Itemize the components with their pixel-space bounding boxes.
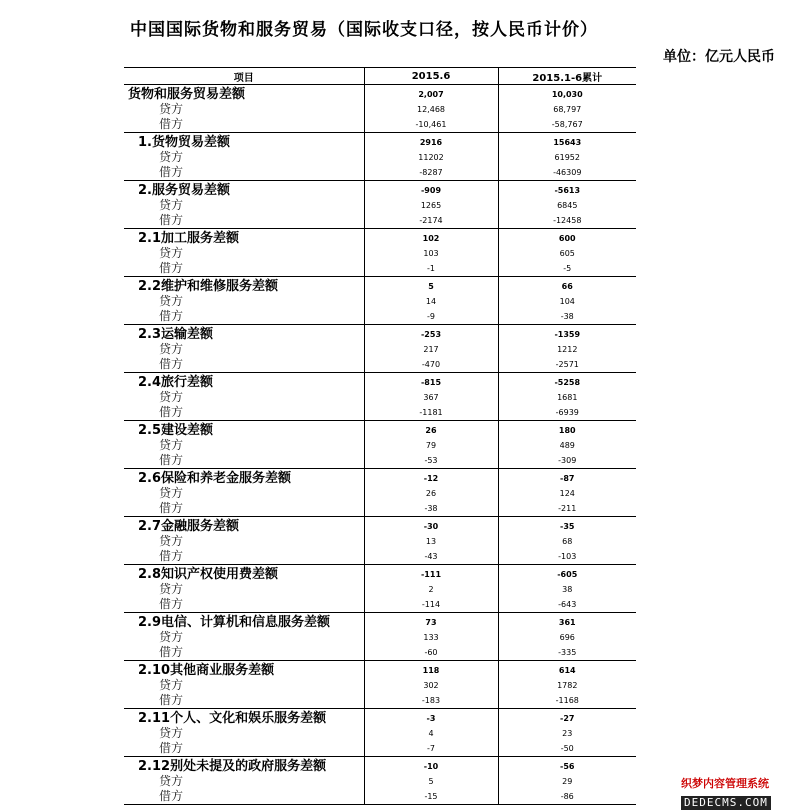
debit-label: 借方 <box>124 213 364 229</box>
value-cumulative: -1168 <box>498 693 636 709</box>
balance-row <box>124 565 636 583</box>
value-cumulative: 38 <box>498 582 636 597</box>
value-cumulative: 489 <box>498 438 636 453</box>
credit-label: 贷方 <box>159 102 184 116</box>
debit-label: 借方 <box>124 405 364 421</box>
debit-label: 借方 <box>124 741 364 757</box>
section-label: 2.5建设差额 <box>124 421 364 439</box>
section-label: 2.4旅行差额 <box>124 373 364 391</box>
balance-row <box>124 133 636 151</box>
value-cumulative: -6939 <box>498 405 636 421</box>
credit-row <box>124 630 636 645</box>
value-month: -38 <box>364 501 498 517</box>
debit-row <box>124 501 636 517</box>
table-section <box>124 421 636 469</box>
header-month: 2015.6 <box>364 68 498 85</box>
value-month: -9 <box>364 309 498 325</box>
unit-label: 单位：亿元人民币 <box>663 49 775 65</box>
value-cumulative: -87 <box>498 469 636 487</box>
value-cumulative: 600 <box>498 229 636 247</box>
debit-row <box>124 645 636 661</box>
value-month: -60 <box>364 645 498 661</box>
table-section <box>124 85 636 133</box>
value-month: -1 <box>364 261 498 277</box>
value-month: 102 <box>364 229 498 247</box>
credit-row <box>124 150 636 165</box>
credit-row <box>124 438 636 453</box>
value-month: 2,007 <box>364 85 498 103</box>
value-month: -53 <box>364 453 498 469</box>
value-cumulative: -27 <box>498 709 636 727</box>
credit-row <box>124 198 636 213</box>
credit-label: 贷方 <box>159 150 184 164</box>
value-month: 73 <box>364 613 498 631</box>
table-section <box>124 517 636 565</box>
value-month: -10,461 <box>364 117 498 133</box>
value-cumulative: -2571 <box>498 357 636 373</box>
value-cumulative: 68 <box>498 534 636 549</box>
balance-row <box>124 181 636 199</box>
credit-row <box>124 678 636 693</box>
table-section <box>124 373 636 421</box>
table-section <box>124 709 636 757</box>
balance-row <box>124 613 636 631</box>
debit-label: 借方 <box>124 693 364 709</box>
value-cumulative: -5 <box>498 261 636 277</box>
debit-row <box>124 789 636 805</box>
value-cumulative: -1359 <box>498 325 636 343</box>
trade-table <box>124 67 636 805</box>
value-cumulative: -86 <box>498 789 636 805</box>
credit-label: 贷方 <box>159 678 184 692</box>
value-month: 2916 <box>364 133 498 151</box>
value-cumulative: -335 <box>498 645 636 661</box>
watermark-text: 织梦内容管理系统 <box>681 777 769 790</box>
value-month: 133 <box>364 630 498 645</box>
value-cumulative: -643 <box>498 597 636 613</box>
value-month: 79 <box>364 438 498 453</box>
value-cumulative: -46309 <box>498 165 636 181</box>
value-month: -8287 <box>364 165 498 181</box>
debit-row <box>124 405 636 421</box>
debit-row <box>124 261 636 277</box>
debit-label: 借方 <box>124 453 364 469</box>
value-month: 4 <box>364 726 498 741</box>
debit-label: 借方 <box>124 549 364 565</box>
credit-row <box>124 246 636 261</box>
value-month: 26 <box>364 486 498 501</box>
section-label: 2.服务贸易差额 <box>124 181 364 199</box>
debit-label: 借方 <box>124 309 364 325</box>
value-cumulative: 1782 <box>498 678 636 693</box>
table-section <box>124 181 636 229</box>
value-month: -15 <box>364 789 498 805</box>
section-label: 1.货物贸易差额 <box>124 133 364 151</box>
value-month: 26 <box>364 421 498 439</box>
credit-row <box>124 534 636 549</box>
value-cumulative: 1681 <box>498 390 636 405</box>
credit-label: 贷方 <box>159 486 184 500</box>
credit-label: 贷方 <box>159 294 184 308</box>
value-cumulative: 361 <box>498 613 636 631</box>
table-section <box>124 277 636 325</box>
value-cumulative: -211 <box>498 501 636 517</box>
section-label: 2.3运输差额 <box>124 325 364 343</box>
value-cumulative: -50 <box>498 741 636 757</box>
value-cumulative: 15643 <box>498 133 636 151</box>
debit-row <box>124 453 636 469</box>
value-cumulative: 66 <box>498 277 636 295</box>
debit-row <box>124 693 636 709</box>
credit-label: 贷方 <box>159 726 184 740</box>
value-cumulative: 61952 <box>498 150 636 165</box>
table-header-row <box>124 68 636 85</box>
credit-label: 贷方 <box>159 198 184 212</box>
value-month: 103 <box>364 246 498 261</box>
section-label: 2.12别处未提及的政府服务差额 <box>124 757 364 775</box>
value-cumulative: -5613 <box>498 181 636 199</box>
page-title: 中国国际货物和服务贸易（国际收支口径，按人民币计价） <box>130 20 598 40</box>
table-section <box>124 325 636 373</box>
value-month: -183 <box>364 693 498 709</box>
value-month: -3 <box>364 709 498 727</box>
credit-row <box>124 342 636 357</box>
debit-row <box>124 597 636 613</box>
value-month: -1181 <box>364 405 498 421</box>
value-month: -470 <box>364 357 498 373</box>
debit-label: 借方 <box>124 789 364 805</box>
section-label: 2.11个人、文化和娱乐服务差额 <box>124 709 364 727</box>
value-month: -111 <box>364 565 498 583</box>
debit-row <box>124 741 636 757</box>
watermark-url: DEDECMS.COM <box>681 796 771 810</box>
value-cumulative: -605 <box>498 565 636 583</box>
debit-label: 借方 <box>124 501 364 517</box>
balance-row <box>124 85 636 103</box>
balance-row <box>124 709 636 727</box>
value-cumulative: 1212 <box>498 342 636 357</box>
balance-row <box>124 373 636 391</box>
value-cumulative: 29 <box>498 774 636 789</box>
section-label: 2.2维护和维修服务差额 <box>124 277 364 295</box>
table-section <box>124 661 636 709</box>
debit-row <box>124 213 636 229</box>
debit-label: 借方 <box>124 645 364 661</box>
debit-label: 借方 <box>124 357 364 373</box>
value-cumulative: -58,767 <box>498 117 636 133</box>
balance-row <box>124 517 636 535</box>
section-label: 2.7金融服务差额 <box>124 517 364 535</box>
credit-label: 贷方 <box>159 582 184 596</box>
value-month: -114 <box>364 597 498 613</box>
table-section <box>124 757 636 805</box>
value-month: -12 <box>364 469 498 487</box>
table-section <box>124 613 636 661</box>
debit-row <box>124 357 636 373</box>
table-section <box>124 565 636 613</box>
value-month: -30 <box>364 517 498 535</box>
table-section <box>124 229 636 277</box>
debit-row <box>124 165 636 181</box>
credit-row <box>124 102 636 117</box>
section-label: 2.9电信、计算机和信息服务差额 <box>124 613 364 631</box>
value-cumulative: 605 <box>498 246 636 261</box>
credit-row <box>124 390 636 405</box>
balance-row <box>124 661 636 679</box>
value-cumulative: 68,797 <box>498 102 636 117</box>
credit-label: 贷方 <box>159 438 184 452</box>
debit-row <box>124 117 636 133</box>
value-month: 302 <box>364 678 498 693</box>
value-month: -253 <box>364 325 498 343</box>
header-item: 项目 <box>124 68 364 85</box>
credit-row <box>124 486 636 501</box>
balance-row <box>124 229 636 247</box>
value-month: 118 <box>364 661 498 679</box>
value-month: -10 <box>364 757 498 775</box>
value-cumulative: 696 <box>498 630 636 645</box>
value-cumulative: 6845 <box>498 198 636 213</box>
section-label: 2.8知识产权使用费差额 <box>124 565 364 583</box>
credit-row <box>124 294 636 309</box>
balance-row <box>124 757 636 775</box>
value-month: -2174 <box>364 213 498 229</box>
value-cumulative: 614 <box>498 661 636 679</box>
debit-row <box>124 309 636 325</box>
balance-row <box>124 325 636 343</box>
value-month: 367 <box>364 390 498 405</box>
debit-label: 借方 <box>124 117 364 133</box>
debit-label: 借方 <box>124 597 364 613</box>
credit-row <box>124 582 636 597</box>
section-label: 2.1加工服务差额 <box>124 229 364 247</box>
credit-label: 贷方 <box>159 246 184 260</box>
value-month: 12,468 <box>364 102 498 117</box>
value-cumulative: -12458 <box>498 213 636 229</box>
value-cumulative: 124 <box>498 486 636 501</box>
credit-label: 贷方 <box>159 630 184 644</box>
credit-label: 贷方 <box>159 390 184 404</box>
balance-row <box>124 469 636 487</box>
table-section <box>124 469 636 517</box>
value-cumulative: -309 <box>498 453 636 469</box>
debit-row <box>124 549 636 565</box>
value-month: 14 <box>364 294 498 309</box>
value-month: 217 <box>364 342 498 357</box>
value-cumulative: -38 <box>498 309 636 325</box>
watermark-logo <box>681 777 791 807</box>
value-month: 1265 <box>364 198 498 213</box>
value-cumulative: -5258 <box>498 373 636 391</box>
value-month: -815 <box>364 373 498 391</box>
value-month: 5 <box>364 774 498 789</box>
value-month: 5 <box>364 277 498 295</box>
credit-label: 贷方 <box>159 774 184 788</box>
value-month: 2 <box>364 582 498 597</box>
credit-label: 贷方 <box>159 342 184 356</box>
value-cumulative: 104 <box>498 294 636 309</box>
credit-row <box>124 726 636 741</box>
value-month: -7 <box>364 741 498 757</box>
credit-label: 贷方 <box>159 534 184 548</box>
value-cumulative: 180 <box>498 421 636 439</box>
value-cumulative: 23 <box>498 726 636 741</box>
section-label: 货物和服务贸易差额 <box>124 85 364 103</box>
value-month: 11202 <box>364 150 498 165</box>
balance-row <box>124 277 636 295</box>
debit-label: 借方 <box>124 261 364 277</box>
section-label: 2.10其他商业服务差额 <box>124 661 364 679</box>
value-month: -909 <box>364 181 498 199</box>
value-cumulative: -103 <box>498 549 636 565</box>
table-section <box>124 133 636 181</box>
credit-row <box>124 774 636 789</box>
header-cumulative: 2015.1-6累计 <box>498 68 636 85</box>
section-label: 2.6保险和养老金服务差额 <box>124 469 364 487</box>
balance-row <box>124 421 636 439</box>
value-month: -43 <box>364 549 498 565</box>
value-cumulative: -35 <box>498 517 636 535</box>
value-cumulative: -56 <box>498 757 636 775</box>
debit-label: 借方 <box>124 165 364 181</box>
value-month: 13 <box>364 534 498 549</box>
value-cumulative: 10,030 <box>498 85 636 103</box>
